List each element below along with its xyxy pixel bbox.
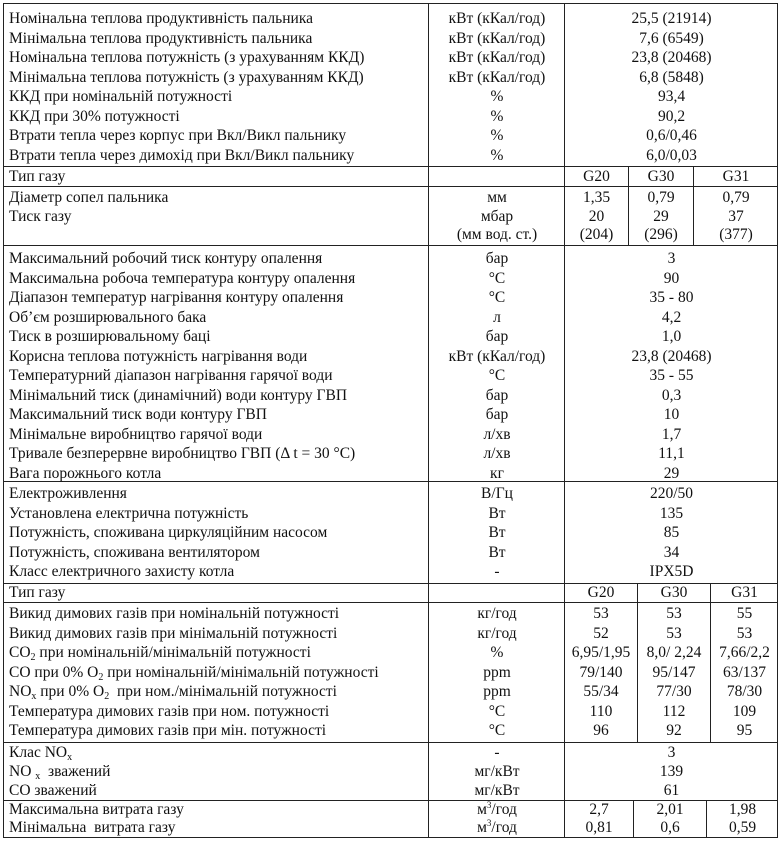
unit-superscript: 3 (486, 818, 492, 828)
row-value: IPX5D (649, 563, 694, 580)
label-part: зважений (40, 763, 111, 780)
row-unit: % (490, 88, 504, 105)
row-label: Тривале безперервне виробництво ГВП (Δ t = 30 °С) (9, 445, 356, 462)
unit-part: /год (491, 819, 517, 836)
table-row (4, 405, 777, 425)
row-label: Номінальна теплова продуктивність пальника (9, 10, 314, 27)
label-part: CO (9, 644, 31, 661)
value-g20: 110 (589, 702, 613, 720)
unit-part: м (477, 819, 487, 836)
row-unit: мм (487, 189, 507, 206)
row-unit: Вт (488, 504, 506, 522)
row-value: 29 (663, 464, 680, 482)
row-unit: кВт (кКал/год) (448, 10, 546, 27)
table-row (4, 146, 777, 166)
row-value: 23,8 (20468) (631, 347, 712, 365)
row-value: 35 - 80 (649, 289, 694, 306)
row-unit: кг/год (477, 605, 517, 622)
row-label: CO зважений (9, 782, 97, 799)
row-unit: кг (490, 464, 504, 482)
row-value: 3 (667, 250, 676, 267)
row-unit: л (493, 308, 501, 326)
table-row (4, 444, 777, 464)
row-unit: В/Гц (481, 485, 513, 502)
table-row (4, 562, 777, 582)
value-g30: (296) (644, 226, 678, 243)
section-burner-performance (4, 4, 777, 167)
value-g30: 92 (666, 722, 682, 739)
gas-type-header (4, 584, 777, 603)
label-part: NO (9, 683, 32, 700)
value-g31: 78/30 (726, 683, 763, 700)
gas-g20-header: G20 (587, 584, 615, 601)
label-subscript: x (31, 691, 37, 702)
table-row (4, 604, 777, 624)
value-g20: (204) (579, 226, 614, 243)
unit-superscript: 3 (486, 800, 492, 810)
row-label: ККД при 30% потужності (9, 107, 180, 125)
row-unit: % (490, 127, 504, 144)
row-unit: °С (488, 367, 506, 384)
table-row (4, 624, 777, 644)
row-label: Електроживлення (9, 485, 127, 502)
table-row (4, 87, 777, 107)
table-row (4, 743, 777, 763)
row-unit: ppm (483, 663, 511, 681)
value-g31: 95 (736, 722, 753, 739)
value-g31: (377) (719, 226, 753, 243)
row-value: 0,3 (661, 386, 682, 404)
row-value: 85 (663, 524, 680, 541)
section-gas-parameters (4, 187, 777, 246)
row-value: 1,0 (661, 328, 682, 345)
row-unit: бар (485, 250, 509, 267)
row-unit: кВт (кКал/год) (448, 49, 546, 66)
gas-g30-header: G30 (647, 168, 675, 185)
row-unit: °С (488, 289, 506, 306)
row-label: ККД при номінальній потужності (9, 88, 233, 105)
row-label: Вага порожнього котла (9, 464, 162, 482)
value-g20: 6,95/1,95 (571, 644, 631, 661)
row-label: Максимальна витрата газу (9, 801, 184, 818)
gas-g31-header: G31 (731, 584, 758, 601)
value-g31: 1,98 (728, 801, 757, 818)
section-electrical (4, 482, 777, 584)
label-part: при номінальній/мінімальній потужності (35, 644, 311, 661)
table-row (4, 781, 777, 801)
label-part: при 0% O (36, 683, 105, 700)
row-unit: мг/кВт (474, 763, 520, 780)
label-part: CO при 0% O (9, 663, 99, 681)
value-g20: 1,35 (582, 189, 611, 206)
row-label: Викид димових газів при мінімальній потужності (9, 624, 338, 642)
table-row (4, 543, 777, 563)
gas-g31-header: G31 (722, 168, 750, 185)
row-unit: % (490, 107, 504, 125)
table-row (4, 249, 777, 269)
table-row (4, 107, 777, 127)
row-label: Потужність, споживана циркуляційним насосом (9, 524, 328, 541)
row-label: Температурний діапазон нагрівання гарячої води (9, 367, 333, 384)
row-unit: кг/год (477, 624, 517, 642)
row-label: Тиск газу (9, 208, 72, 225)
row-label: Класс електричного захисту котла (9, 563, 235, 580)
value-g30: 0,79 (647, 189, 675, 206)
row-value: 10 (663, 406, 680, 423)
value-g31: 55 (736, 605, 753, 622)
table-row (4, 48, 777, 68)
value-g31: 0,79 (722, 189, 750, 206)
section-gas-consumption (4, 801, 777, 837)
row-label: Максимальна робоча температура контуру опалення (9, 269, 356, 287)
row-label: Мінімальне виробництво гарячої води (9, 425, 263, 443)
value-g30: 8,0/ 2,24 (646, 644, 702, 661)
table-row (4, 425, 777, 445)
row-unit: °С (488, 702, 506, 720)
row-label: Максимальний робочий тиск контуру опалення (9, 250, 323, 267)
row-label: Втрати тепла через димохід при Вкл/Викл пальнику (9, 146, 355, 164)
row-unit: °С (488, 722, 506, 739)
value-g30: 77/30 (656, 683, 692, 700)
table-row (4, 68, 777, 88)
row-value: 7,6 (6549) (639, 29, 704, 47)
table-row (4, 504, 777, 524)
table-row (4, 702, 777, 722)
label-part: при ном./мінімальній потужності (109, 683, 337, 700)
row-label: Температура димових газів при мін. потужності (9, 722, 327, 739)
row-value: 139 (659, 763, 684, 780)
value-g30: 53 (666, 605, 682, 622)
unit-part: /год (491, 801, 517, 818)
table-row (4, 269, 777, 289)
row-unit: - (494, 744, 500, 761)
label-subscript: x (67, 752, 73, 763)
row-unit: °С (488, 269, 506, 287)
value-g20: 96 (593, 722, 609, 739)
table-row (4, 523, 777, 543)
row-unit: % (490, 146, 504, 164)
value-g30: 95/147 (652, 663, 696, 681)
gas-type-label: Тип газу (9, 584, 66, 601)
row-value: 23,8 (20468) (631, 49, 712, 66)
value-g30: 0,6 (660, 819, 680, 836)
row-unit: кВт (кКал/год) (448, 68, 546, 86)
row-unit: бар (485, 406, 509, 423)
table-row (4, 225, 777, 245)
label-subscript: x (35, 771, 41, 782)
value-g30: 29 (653, 208, 669, 225)
row-unit: (мм вод. ст.) (456, 226, 538, 243)
row-value: 25,5 (21914) (631, 10, 712, 27)
value-g30: 53 (666, 624, 682, 642)
value-g20: 55/34 (583, 683, 619, 700)
row-label (9, 743, 72, 763)
row-label: Тиск в розширювальному баці (9, 328, 211, 345)
table-row (4, 663, 777, 683)
row-value: 1,7 (661, 425, 682, 443)
row-value: 11,1 (658, 445, 685, 462)
value-g20: 53 (593, 605, 609, 622)
row-label: Діаметр сопел пальника (9, 189, 169, 206)
row-unit (429, 800, 565, 820)
row-unit: Вт (488, 543, 506, 561)
table-row (4, 327, 777, 347)
row-label: Потужність, споживана вентилятором (9, 543, 260, 561)
label-subscript: 2 (104, 691, 110, 702)
row-label (9, 762, 110, 782)
row-label: Об’єм розширювального бака (9, 308, 207, 326)
row-unit: мбар (480, 208, 514, 225)
row-label: Мінімальна теплова продуктивність пальника (9, 29, 313, 47)
table-row (4, 818, 777, 838)
table-row (4, 288, 777, 308)
row-unit: Вт (488, 524, 506, 541)
gas-type-header (4, 167, 777, 187)
table-row (4, 29, 777, 49)
value-g20: 79/140 (579, 663, 623, 681)
row-value: 34 (663, 543, 680, 561)
row-label: Мінімальний тиск (динамічний) води контуру ГВП (9, 386, 348, 404)
gas-g30-header: G30 (660, 584, 688, 601)
row-label: Втрати тепла через корпус при Вкл/Викл пальнику (9, 127, 347, 144)
value-g20: 52 (593, 624, 609, 642)
row-label (9, 663, 379, 683)
row-value: 4,2 (661, 308, 682, 326)
label-subscript: 2 (30, 652, 36, 663)
table-row (4, 682, 777, 702)
row-unit: кВт (кКал/год) (448, 347, 546, 365)
row-value: 35 - 55 (649, 367, 694, 384)
gas-g20-header: G20 (583, 168, 610, 185)
row-unit: л/хв (483, 445, 511, 462)
value-g30: 2,01 (656, 801, 684, 818)
row-unit: л/хв (483, 425, 511, 443)
row-unit: бар (485, 328, 509, 345)
table-row (4, 126, 777, 146)
label-part: при номінальній/мінімальній потужності (103, 663, 379, 681)
unit-part: м (477, 801, 487, 818)
value-g20: 0,81 (585, 819, 613, 836)
row-unit: мг/кВт (474, 782, 520, 799)
value-g31: 109 (732, 702, 757, 720)
specifications-table (3, 3, 778, 838)
label-subscript: 2 (98, 671, 104, 683)
row-label (9, 643, 311, 663)
row-label: Викид димових газів при номінальній потужності (9, 605, 340, 622)
table-row (4, 721, 777, 741)
row-value: 135 (659, 504, 684, 522)
row-value: 3 (667, 744, 676, 761)
value-g31: 53 (736, 624, 753, 642)
table-row (4, 167, 777, 187)
table-row (4, 484, 777, 504)
table-row (4, 366, 777, 386)
row-label: Мінімальна теплова потужність (з урахуванням ККД) (9, 68, 364, 86)
row-unit: бар (485, 386, 509, 404)
table-row (4, 762, 777, 782)
gas-type-label: Тип газу (9, 168, 66, 185)
row-label: Корисна теплова потужність нагрівання води (9, 347, 308, 365)
row-label: Температура димових газів при ном. потужності (9, 702, 330, 720)
row-value: 220/50 (649, 485, 694, 502)
table-row (4, 188, 777, 208)
label-part: Клас NO (9, 744, 68, 761)
value-g31: 63/137 (722, 663, 767, 681)
value-g30: 112 (662, 702, 686, 720)
row-label: Максимальний тиск води контуру ГВП (9, 406, 267, 423)
table-row (4, 386, 777, 406)
value-g20: 20 (588, 208, 605, 225)
row-unit: кВт (кКал/год) (448, 29, 546, 47)
value-g31: 0,59 (728, 819, 757, 836)
row-value: 93,4 (657, 88, 686, 105)
row-value: 0,6/0,46 (646, 127, 697, 144)
row-value: 90,2 (657, 107, 686, 125)
row-label: Мінімальна витрата газу (9, 819, 176, 836)
row-label: Установлена електрична потужність (9, 504, 249, 522)
table-row (4, 643, 777, 663)
table-row (4, 583, 777, 603)
value-g31: 7,66/2,2 (719, 644, 770, 661)
table-row (4, 464, 777, 484)
value-g31: 37 (728, 208, 744, 225)
row-value: 90 (663, 269, 680, 287)
row-label (9, 682, 337, 702)
table-row (4, 207, 777, 227)
row-value: 6,8 (5848) (639, 68, 704, 86)
row-value: 61 (663, 782, 680, 799)
table-row (4, 308, 777, 328)
row-unit (429, 818, 565, 838)
section-nox-class (4, 743, 777, 801)
row-label: Номінальна теплова потужність (з урахуванням ККД) (9, 49, 365, 66)
row-unit: - (494, 563, 500, 580)
table-row (4, 9, 777, 29)
table-row (4, 347, 777, 367)
table-row (4, 800, 777, 820)
section-flue-gas (4, 603, 777, 743)
label-part: NO (9, 763, 36, 780)
section-heating-dhw (4, 246, 777, 482)
row-label: Діапазон температур нагрівання контуру опалення (9, 289, 344, 306)
value-g20: 2,7 (589, 801, 609, 818)
row-unit: ppm (483, 683, 511, 700)
row-value: 6,0/0,03 (646, 146, 697, 164)
row-unit: % (490, 644, 504, 661)
